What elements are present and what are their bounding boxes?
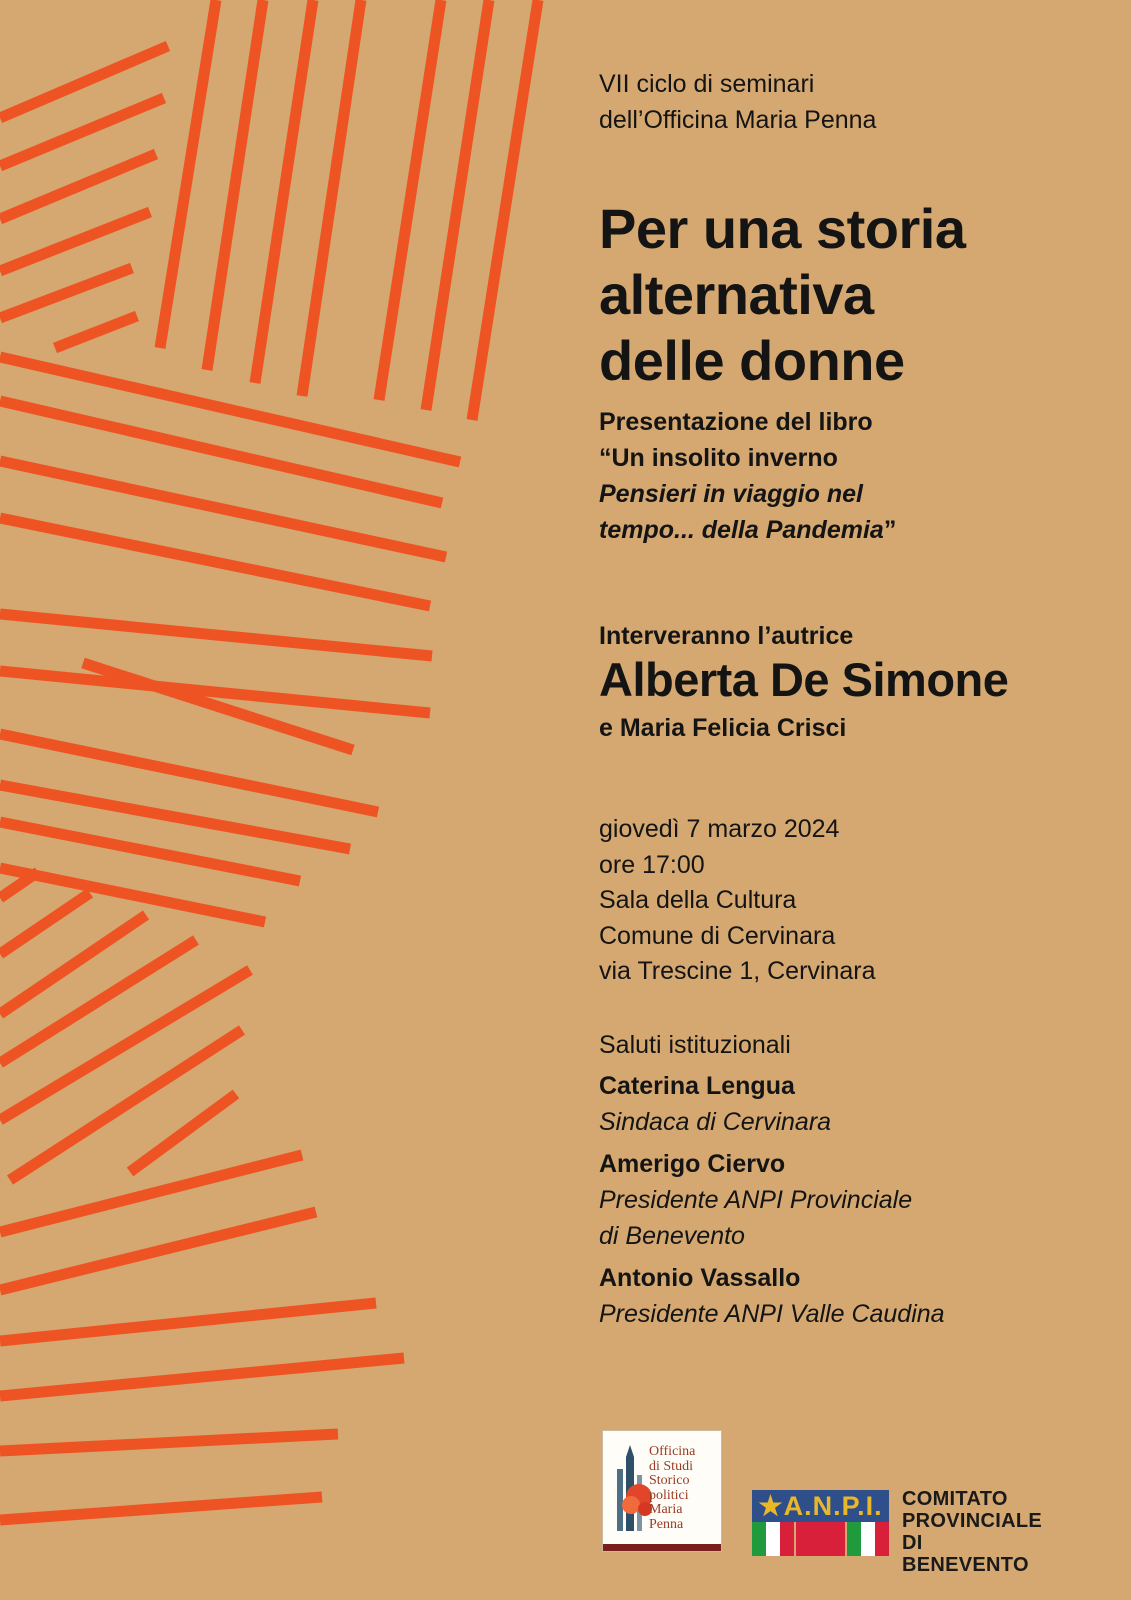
greeting-name: Amerigo Ciervo	[599, 1150, 786, 1178]
author-name: Alberta De Simone	[599, 653, 1009, 706]
anpi-flags	[752, 1522, 889, 1556]
stripe	[160, 0, 216, 348]
event-details	[599, 812, 876, 990]
book-title-line	[599, 440, 896, 476]
stripe	[0, 461, 446, 557]
event-municipality: Comune di Cervinara	[599, 921, 836, 950]
stripe	[302, 0, 361, 396]
greeting-person	[599, 1146, 945, 1254]
stripe	[0, 1155, 302, 1232]
anpi-mark: ★A.N.P.I.	[752, 1490, 889, 1522]
anpi-committee-text: COMITATO PROVINCIALE DI BENEVENTO	[902, 1488, 1042, 1576]
italian-flag-icon	[752, 1522, 794, 1556]
stripe	[255, 0, 313, 383]
anpi-badge	[752, 1490, 889, 1556]
book-close-quote: ”	[883, 516, 897, 544]
title-line-1: Per una storia	[599, 197, 966, 260]
greeting-person	[599, 1260, 945, 1332]
stripe	[207, 0, 263, 370]
greeting-role: Presidente ANPI Valle Caudina	[599, 1300, 945, 1328]
page-title	[599, 196, 965, 394]
stripe	[0, 212, 150, 271]
greetings-list	[599, 1068, 945, 1338]
officina-logo	[602, 1430, 722, 1552]
stripe	[0, 1303, 376, 1341]
speakers-intro: Interveranno l’autrice	[599, 622, 854, 650]
stripe	[0, 1358, 404, 1396]
officina-text: Officina di Studi Storico politici Maria Penna	[649, 1444, 696, 1532]
event-time: ore 17:00	[599, 850, 705, 879]
book-subtitle-line-1: Pensieri in viaggio nel	[599, 480, 863, 508]
stripe	[0, 154, 156, 219]
pen-poppy-icon	[609, 1439, 653, 1539]
stripe	[0, 1434, 338, 1451]
greeting-role: Sindaca di Cervinara	[599, 1108, 832, 1136]
title-line-2: alternativa	[599, 263, 874, 326]
book-subtitle-2: tempo... della Pandemia	[599, 516, 884, 544]
book-subtitle-line-2	[599, 512, 896, 548]
series-line-2: dell’Officina Maria Penna	[599, 106, 877, 134]
book-title: Un insolito inverno	[611, 444, 838, 472]
stripe	[130, 1094, 236, 1172]
series-line-1: VII ciclo di seminari	[599, 70, 815, 98]
stripe	[0, 401, 442, 503]
greeting-person	[599, 1068, 945, 1140]
book-intro: Presentazione del libro	[599, 408, 873, 436]
event-venue: Sala della Cultura	[599, 886, 797, 914]
stripe	[0, 518, 430, 606]
greeting-role: Presidente ANPI Provinciale	[599, 1186, 913, 1214]
stripe	[0, 357, 460, 462]
stripe	[0, 268, 132, 318]
officina-bar	[603, 1544, 721, 1551]
stripe	[0, 1497, 322, 1520]
greeting-name: Caterina Lengua	[599, 1072, 795, 1100]
stripe	[0, 614, 432, 656]
stripe	[0, 915, 146, 1014]
greetings-title: Saluti istituzionali	[599, 1031, 791, 1059]
greeting-role-cont: di Benevento	[599, 1222, 745, 1250]
event-address: via Trescine 1, Cervinara	[599, 957, 876, 985]
co-speaker: e Maria Felicia Crisci	[599, 714, 847, 742]
stripe	[0, 893, 90, 954]
seminar-series	[599, 66, 876, 138]
stripe	[10, 1030, 242, 1180]
stripe	[55, 316, 137, 348]
italian-flag-icon	[847, 1522, 889, 1556]
stripe	[0, 940, 196, 1063]
book-open-quote: “	[599, 444, 612, 472]
book-presentation	[599, 404, 896, 548]
event-date: giovedì 7 marzo 2024	[599, 815, 840, 843]
greeting-name: Antonio Vassallo	[599, 1264, 801, 1292]
red-band	[796, 1522, 846, 1556]
title-line-3: delle donne	[599, 329, 905, 392]
